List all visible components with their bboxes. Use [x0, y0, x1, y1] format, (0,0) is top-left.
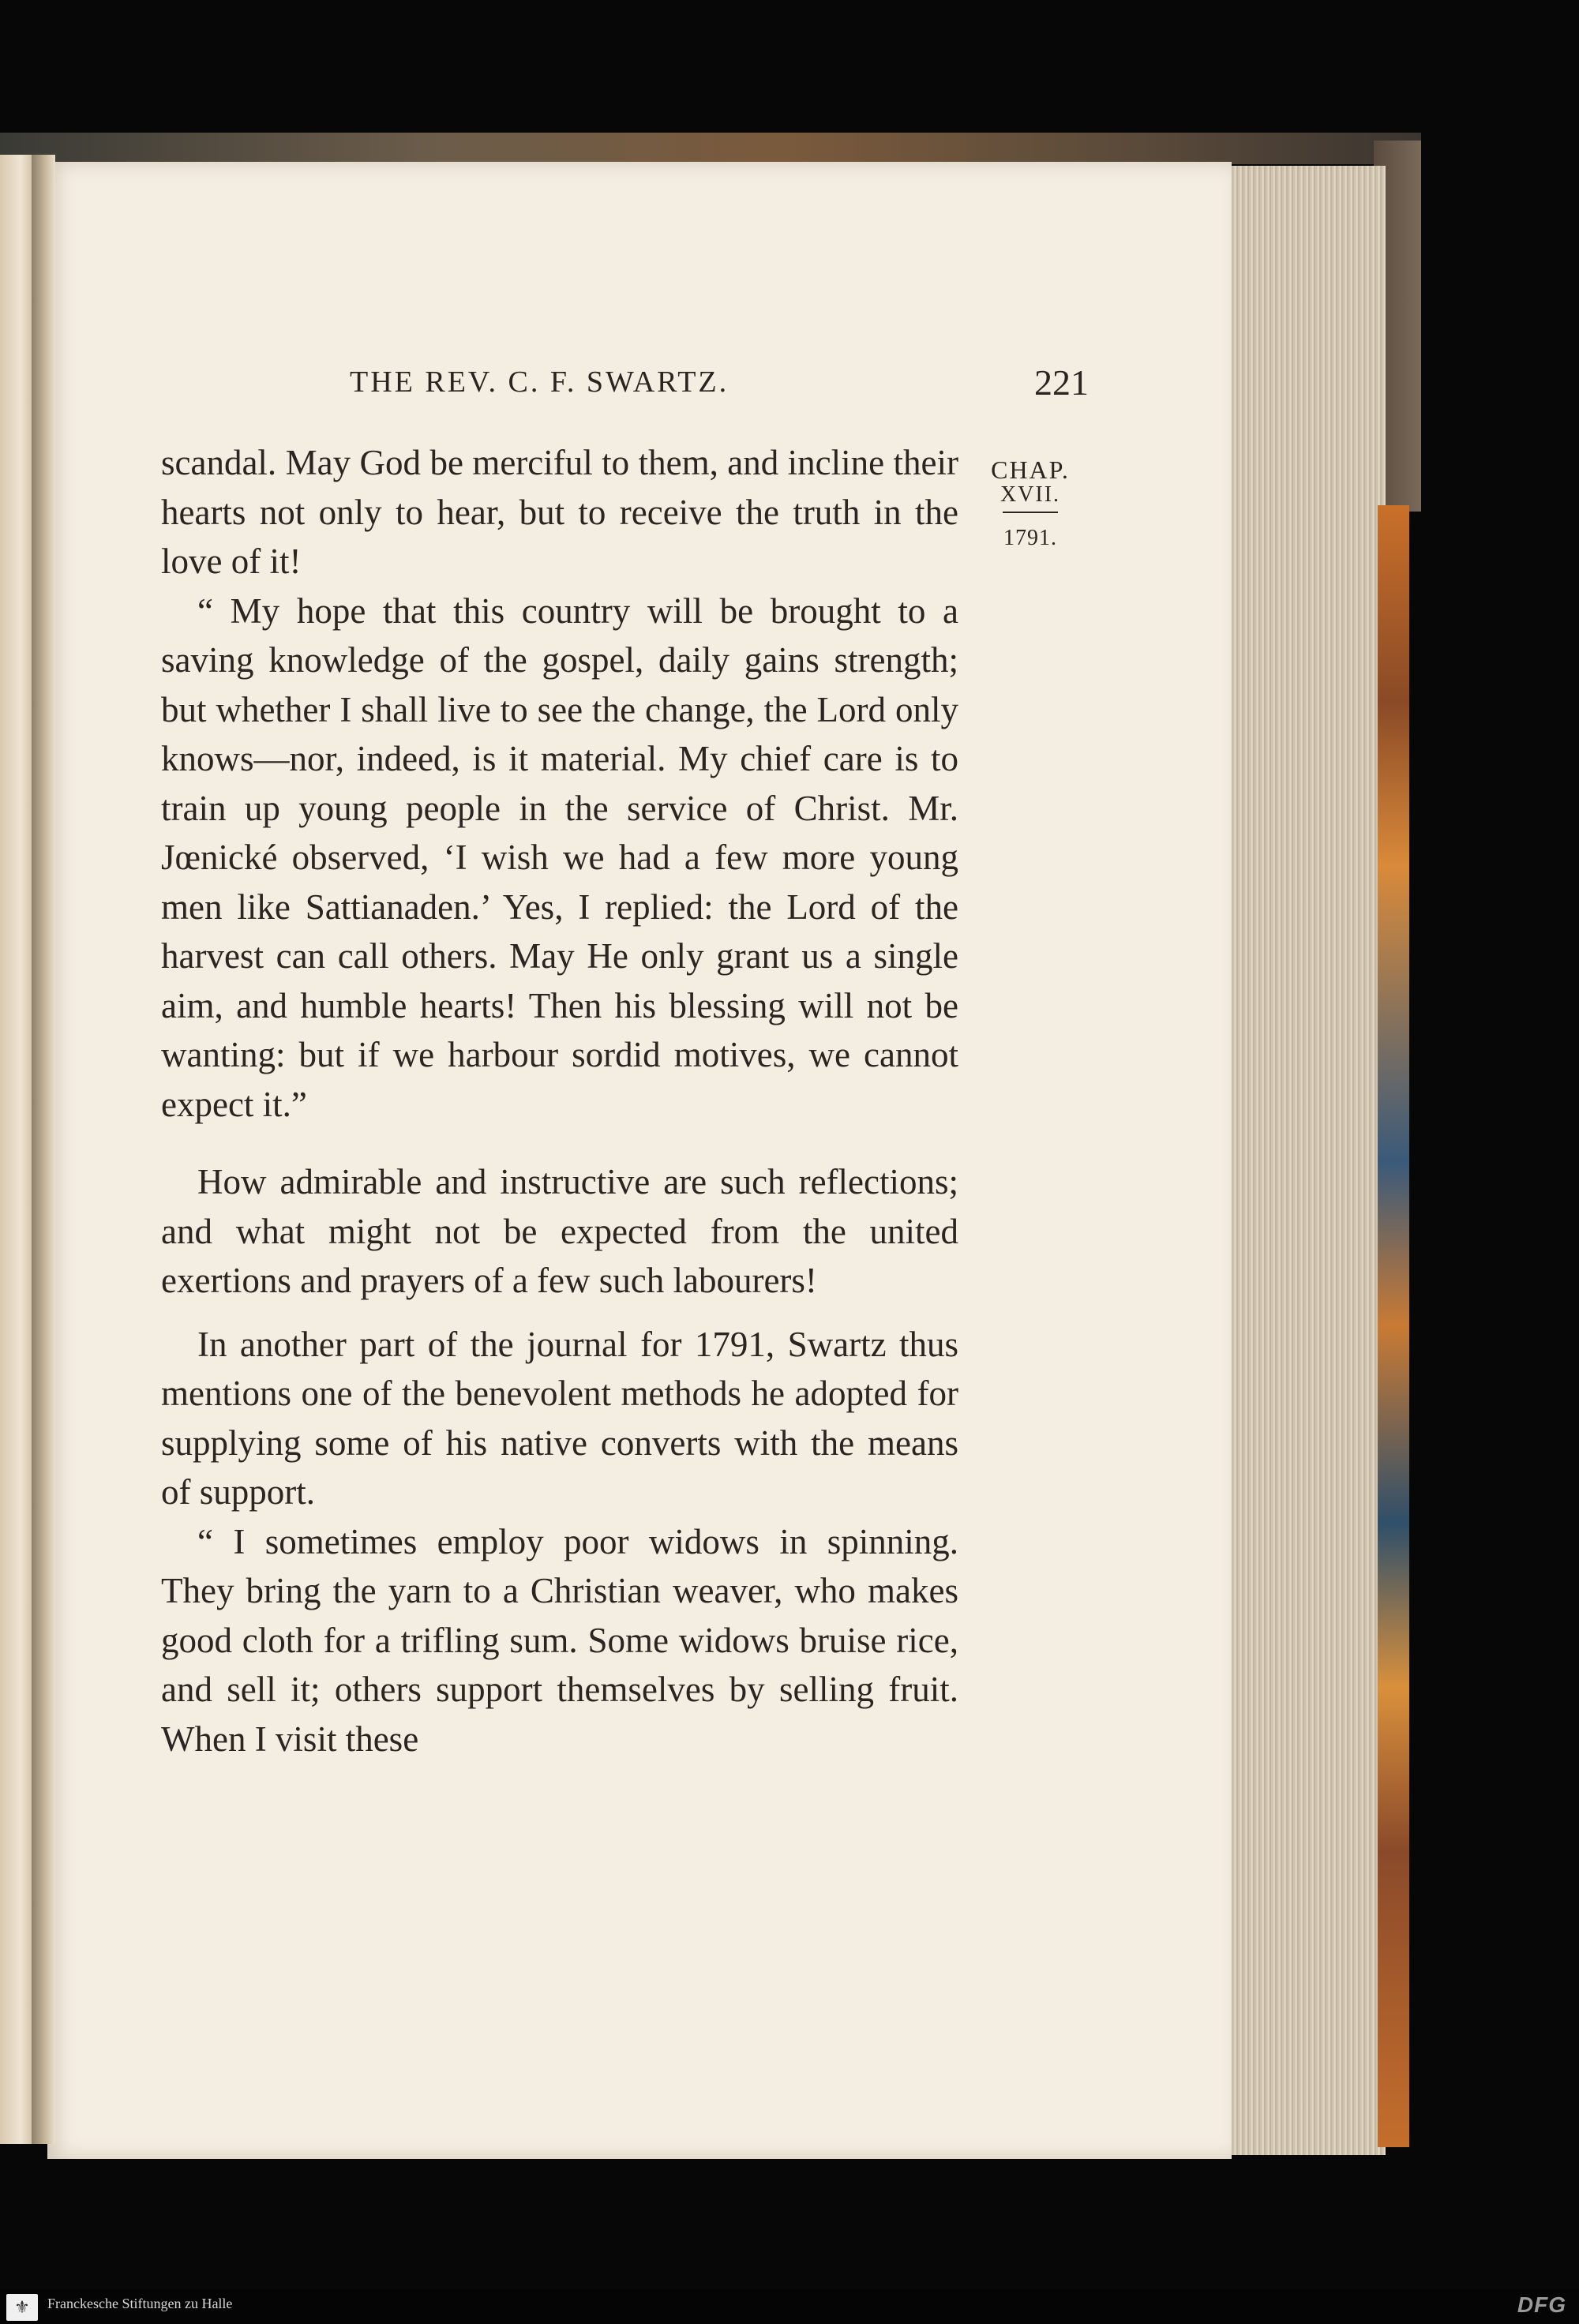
margin-year: 1791.	[1003, 526, 1057, 550]
margin-rule	[1003, 512, 1058, 513]
margin-note	[979, 456, 1082, 551]
paragraph: How admirable and instructive are such reflections; and what might not be expected from the united exertions and prayers of a few such labourers!	[161, 1162, 958, 1300]
body-text	[161, 438, 958, 1764]
page-number: 221	[1034, 362, 1089, 403]
chapter-label: CHAP.	[991, 455, 1070, 484]
paragraph: “ My hope that this country will be brought to a saving knowledge of the gospel, daily gains strength; but whether I shall live to see the change, the Lord only knows—nor, indeed, is it material. My chief care is to train up young people in the service of Christ. Mr. Jœnické observed, ‘I wish we had a few more young men like Sattianaden.’ Yes, I replied: the Lord of the harvest can call others. May He only grant us a single aim, and humble hearts! Then his blessing will not be wanting: but if we harbour sordid motives, we cannot expect it.”	[161, 590, 958, 1124]
chapter-number: XVII.	[1000, 482, 1061, 507]
book-gutter	[32, 155, 55, 2144]
paragraph: scandal. May God be merciful to them, and incline their hearts not only to hear, but to receive the truth in the love of it!	[161, 443, 958, 581]
page-edges	[1228, 166, 1386, 2155]
paragraph: In another part of the journal for 1791, Swartz thus mentions one of the benevolent methods he adopted for supplying some of his native converts with the means of support.	[161, 1324, 958, 1512]
institution-logo-icon: ⚜	[6, 2294, 38, 2321]
institution-label: Franckesche Stiftungen zu Halle	[47, 2296, 233, 2311]
viewer-footer	[0, 2289, 1579, 2324]
paragraph: “ I sometimes employ poor widows in spinning. They bring the yarn to a Christian weaver, who makes good cloth for a trifling sum. Some widows bruise rice, and sell it; others support themselves by selling fruit. When I visit these	[161, 1521, 958, 1759]
book-cover-top	[0, 133, 1421, 164]
running-head-title: THE REV. C. F. SWARTZ.	[350, 365, 729, 399]
marbled-edge	[1378, 505, 1409, 2147]
left-page-edge	[0, 155, 35, 2144]
dfg-badge: DFG	[1517, 2292, 1566, 2317]
running-head	[47, 362, 1232, 412]
